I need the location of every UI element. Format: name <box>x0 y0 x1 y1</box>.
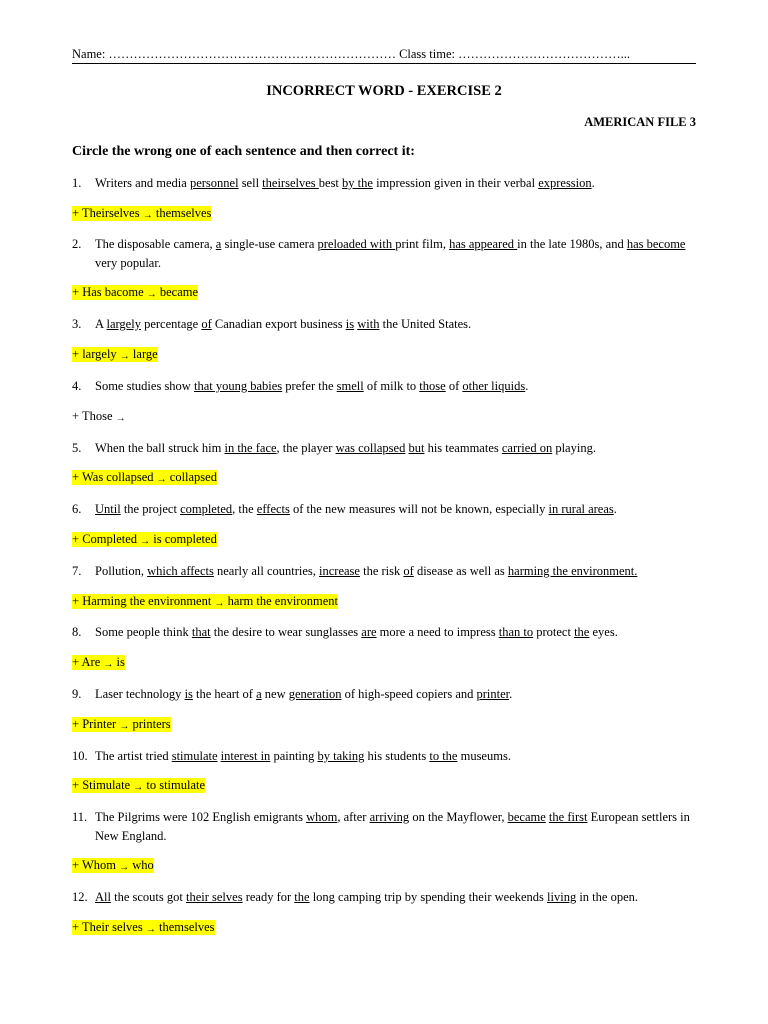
answer-line <box>72 469 217 487</box>
underlined-phrase: increase <box>319 564 360 578</box>
question-item <box>72 888 696 907</box>
answer-correction <box>72 409 126 423</box>
sentence-fragment: print film, <box>395 237 450 251</box>
arrow-right-icon: → <box>119 862 130 873</box>
underlined-phrase: by the <box>342 176 373 190</box>
answer-plus-marker: + <box>72 532 80 546</box>
sentence-fragment: sell <box>238 176 263 190</box>
sentence-fragment: single-use camera <box>221 237 318 251</box>
answer-plus-marker: + <box>72 285 80 299</box>
question-item <box>72 235 696 273</box>
question-item <box>72 500 696 519</box>
answer-wrong-word: largely <box>82 347 117 361</box>
answer-plus-marker: + <box>72 206 80 220</box>
answer-correct-word: printers <box>132 717 171 731</box>
arrow-right-icon: → <box>133 782 144 793</box>
answer-wrong-word: Are <box>81 655 101 669</box>
arrow-right-icon: → <box>119 351 130 362</box>
answer-line <box>72 777 205 795</box>
underlined-phrase: those <box>419 379 446 393</box>
sentence-fragment: , after <box>337 810 370 824</box>
answer-wrong-word: Their selves <box>81 920 143 934</box>
answer-correction <box>72 206 211 221</box>
sentence-fragment: of the new measures will not be known, especially <box>289 502 549 516</box>
answer-line <box>72 205 211 223</box>
sentence-fragment: ready for <box>242 890 295 904</box>
underlined-phrase: completed <box>180 502 233 516</box>
sentence-fragment: The Pilgrims were 102 English emigrants <box>95 810 307 824</box>
answer-correction <box>72 594 338 609</box>
answer-wrong-word: Has bacome <box>82 285 144 299</box>
sentence-fragment: museums. <box>457 749 511 763</box>
sentence-fragment: A <box>95 317 107 331</box>
sentence-fragment: of high-speed copiers and <box>341 687 477 701</box>
underlined-phrase: that <box>191 625 211 639</box>
answer-plus-marker: + <box>72 920 80 934</box>
sentence-fragment: Writers and media <box>95 176 190 190</box>
answer-wrong-word: Whom <box>81 858 116 872</box>
question-number: 8. <box>72 625 82 639</box>
instruction-text: Circle the wrong one of each sentence and then correct it: <box>72 144 415 159</box>
underlined-phrase: has appeared <box>449 237 518 251</box>
answer-correct-word: who <box>132 858 154 872</box>
answer-correct-word: themselves <box>155 206 212 220</box>
sentence-fragment: European settlers in New England. <box>95 810 690 843</box>
answer-plus-marker: + <box>72 409 80 423</box>
sentence-fragment: his teammates <box>424 441 502 455</box>
sentence-fragment: long camping trip by spending their weekends <box>309 890 548 904</box>
sentence-fragment: his students <box>364 749 430 763</box>
question-text <box>95 685 696 704</box>
answer-correction <box>72 347 158 362</box>
answer-correct-word: to stimulate <box>146 778 206 792</box>
sentence-fragment: , the player <box>276 441 336 455</box>
underlined-phrase: than to <box>498 625 534 639</box>
sentence-fragment: Some people think <box>95 625 192 639</box>
sentence-fragment: . <box>613 502 617 516</box>
sentence-fragment: percentage <box>140 317 202 331</box>
underlined-phrase: generation <box>288 687 342 701</box>
answer-correct-word: large <box>132 347 158 361</box>
sentence-fragment: the risk <box>359 564 404 578</box>
answer-correction <box>72 858 154 873</box>
sentence-fragment: . <box>525 379 529 393</box>
underlined-phrase: interest in <box>220 749 271 763</box>
class-time-field-label: Class time: …………………………………... <box>399 47 630 61</box>
sentence-fragment: new <box>261 687 289 701</box>
answer-line <box>72 408 126 426</box>
question-item <box>72 623 696 642</box>
answer-line <box>72 531 217 549</box>
sentence-fragment: . <box>591 176 595 190</box>
question-text <box>95 500 696 519</box>
sentence-fragment: When the ball struck him <box>95 441 225 455</box>
question-item <box>72 377 696 396</box>
sentence-fragment: best <box>318 176 343 190</box>
sentence-fragment: nearly all countries, <box>213 564 320 578</box>
underlined-phrase: All <box>95 890 111 904</box>
underlined-phrase: smell <box>336 379 364 393</box>
question-number: 9. <box>72 687 82 701</box>
sentence-fragment: very popular. <box>95 256 161 270</box>
answer-line <box>72 593 338 611</box>
question-number: 7. <box>72 564 82 578</box>
sentence-fragment: on the Mayflower, <box>409 810 508 824</box>
underlined-phrase: stimulate <box>171 749 218 763</box>
arrow-right-icon: → <box>115 413 126 424</box>
answer-wrong-word: Was collapsed <box>81 470 154 484</box>
underlined-phrase: became <box>507 810 546 824</box>
answer-line <box>72 716 171 734</box>
question-item <box>72 315 696 334</box>
question-text <box>95 808 696 846</box>
question-text <box>95 747 696 766</box>
question-item <box>72 747 696 766</box>
underlined-phrase: is <box>345 317 355 331</box>
sentence-fragment: the heart of <box>192 687 257 701</box>
answer-plus-marker: + <box>72 347 80 361</box>
answer-wrong-word: Harming the environment <box>82 594 212 608</box>
question-text <box>95 888 696 907</box>
header-line <box>72 46 696 62</box>
answer-correct-word: is <box>116 655 125 669</box>
sentence-fragment: protect <box>533 625 575 639</box>
question-number: 10. <box>72 749 88 763</box>
answer-wrong-word: Stimulate <box>82 778 131 792</box>
question-item <box>72 808 696 846</box>
sentence-fragment: prefer the <box>282 379 337 393</box>
page-subtitle: AMERICAN FILE 3 <box>584 115 696 129</box>
underlined-phrase: of <box>403 564 414 578</box>
answer-correct-word: is completed <box>153 532 217 546</box>
question-number: 4. <box>72 379 82 393</box>
answer-correction <box>72 532 217 547</box>
underlined-phrase: that young babies <box>193 379 283 393</box>
answer-line <box>72 857 154 875</box>
underlined-phrase: the <box>574 625 590 639</box>
sentence-fragment: the project <box>120 502 181 516</box>
answer-wrong-word: Completed <box>82 532 138 546</box>
underlined-phrase: living <box>547 890 577 904</box>
answer-correct-word: collapsed <box>169 470 217 484</box>
sentence-fragment: the scouts got <box>110 890 186 904</box>
name-field-label: Name: …………………………………………………………… <box>72 47 396 61</box>
question-number: 11. <box>72 810 88 824</box>
underlined-phrase: expression <box>538 176 592 190</box>
sentence-fragment: . <box>509 687 513 701</box>
underlined-phrase: printer <box>476 687 510 701</box>
answer-correction <box>72 920 215 935</box>
question-text <box>95 439 696 458</box>
question-text <box>95 235 696 273</box>
underlined-phrase: whom <box>306 810 338 824</box>
sentence-fragment: impression given in their verbal <box>372 176 539 190</box>
underlined-phrase: the <box>294 890 310 904</box>
underlined-phrase: theirselves <box>262 176 319 190</box>
arrow-right-icon: → <box>156 474 167 485</box>
question-item <box>72 439 696 458</box>
answer-correction <box>72 285 198 300</box>
sentence-fragment: more a need to impress <box>376 625 499 639</box>
answer-wrong-word: Those <box>81 409 113 423</box>
underlined-phrase: harming the environment. <box>507 564 638 578</box>
sentence-fragment: in the open. <box>576 890 638 904</box>
sentence-fragment: Canadian export business <box>211 317 346 331</box>
answer-line <box>72 654 125 672</box>
sentence-fragment: The artist tried <box>95 749 172 763</box>
answer-wrong-word: Theirselves <box>81 206 140 220</box>
arrow-right-icon: → <box>145 924 156 935</box>
answer-correction <box>72 470 217 485</box>
sentence-fragment: playing. <box>552 441 596 455</box>
answer-plus-marker: + <box>72 778 80 792</box>
sentence-fragment: , the <box>232 502 257 516</box>
answer-plus-marker: + <box>72 655 80 669</box>
underlined-phrase: arriving <box>369 810 410 824</box>
question-text <box>95 562 696 581</box>
sentence-fragment: The disposable camera, <box>95 237 216 251</box>
underlined-phrase: their selves <box>185 890 243 904</box>
question-text <box>95 623 696 642</box>
underlined-phrase: has become <box>626 237 686 251</box>
arrow-right-icon: → <box>103 659 114 670</box>
question-text <box>95 174 696 193</box>
question-item <box>72 685 696 704</box>
question-text <box>95 315 696 334</box>
arrow-right-icon: → <box>119 721 130 732</box>
underlined-phrase: Until <box>95 502 121 516</box>
underlined-phrase: other liquids <box>462 379 526 393</box>
question-number: 5. <box>72 441 82 455</box>
answer-correction <box>72 717 171 732</box>
underlined-phrase: the first <box>548 810 588 824</box>
underlined-phrase: carried on <box>501 441 553 455</box>
arrow-right-icon: → <box>214 598 225 609</box>
underlined-phrase: which affects <box>147 564 214 578</box>
sentence-fragment: the desire to wear sunglasses <box>210 625 362 639</box>
underlined-phrase: by taking <box>317 749 365 763</box>
answer-correction <box>72 655 125 670</box>
sentence-fragment: disease as well as <box>413 564 508 578</box>
arrow-right-icon: → <box>140 536 151 547</box>
sentence-fragment: painting <box>270 749 318 763</box>
question-number: 2. <box>72 237 82 251</box>
underlined-phrase: was collapsed <box>335 441 406 455</box>
answer-correct-word: themselves <box>158 920 215 934</box>
answer-plus-marker: + <box>72 717 80 731</box>
underlined-phrase: a <box>215 237 222 251</box>
answer-line <box>72 284 198 302</box>
sentence-fragment: Some studies show <box>95 379 194 393</box>
underlined-phrase: with <box>357 317 380 331</box>
sentence-fragment: of <box>445 379 463 393</box>
answer-line <box>72 346 158 364</box>
question-number: 3. <box>72 317 82 331</box>
question-number: 6. <box>72 502 82 516</box>
answer-correct-word: harm the environment <box>227 594 338 608</box>
answer-correct-word: became <box>159 285 199 299</box>
underlined-phrase: of <box>201 317 212 331</box>
sentence-fragment: the United States. <box>379 317 472 331</box>
underlined-phrase: but <box>408 441 425 455</box>
answer-wrong-word: Printer <box>82 717 117 731</box>
underlined-phrase: in rural areas <box>548 502 614 516</box>
question-item <box>72 562 696 581</box>
sentence-fragment: Pollution, <box>95 564 148 578</box>
underlined-phrase: is <box>184 687 193 701</box>
underlined-phrase: preloaded with <box>317 237 396 251</box>
underlined-phrase: in the face <box>224 441 277 455</box>
arrow-right-icon: → <box>146 289 157 300</box>
question-number: 12. <box>72 890 88 904</box>
answer-plus-marker: + <box>72 858 80 872</box>
underlined-phrase: effects <box>256 502 290 516</box>
answer-plus-marker: + <box>72 470 80 484</box>
underlined-phrase: personnel <box>189 176 239 190</box>
answer-line <box>72 919 215 937</box>
sentence-fragment: Laser technology <box>95 687 185 701</box>
answer-plus-marker: + <box>72 594 80 608</box>
sentence-fragment: of milk to <box>363 379 420 393</box>
sentence-fragment: in the late 1980s, and <box>517 237 627 251</box>
question-number: 1. <box>72 176 82 190</box>
sentence-fragment: eyes. <box>589 625 618 639</box>
question-text <box>95 377 696 396</box>
underlined-phrase: to the <box>429 749 458 763</box>
arrow-right-icon: → <box>142 210 153 221</box>
header-divider <box>72 63 696 64</box>
underlined-phrase: a <box>256 687 262 701</box>
question-item <box>72 174 696 193</box>
answer-correction <box>72 778 205 793</box>
page-title: INCORRECT WORD - EXERCISE 2 <box>266 83 502 99</box>
underlined-phrase: largely <box>106 317 141 331</box>
underlined-phrase: are <box>361 625 377 639</box>
